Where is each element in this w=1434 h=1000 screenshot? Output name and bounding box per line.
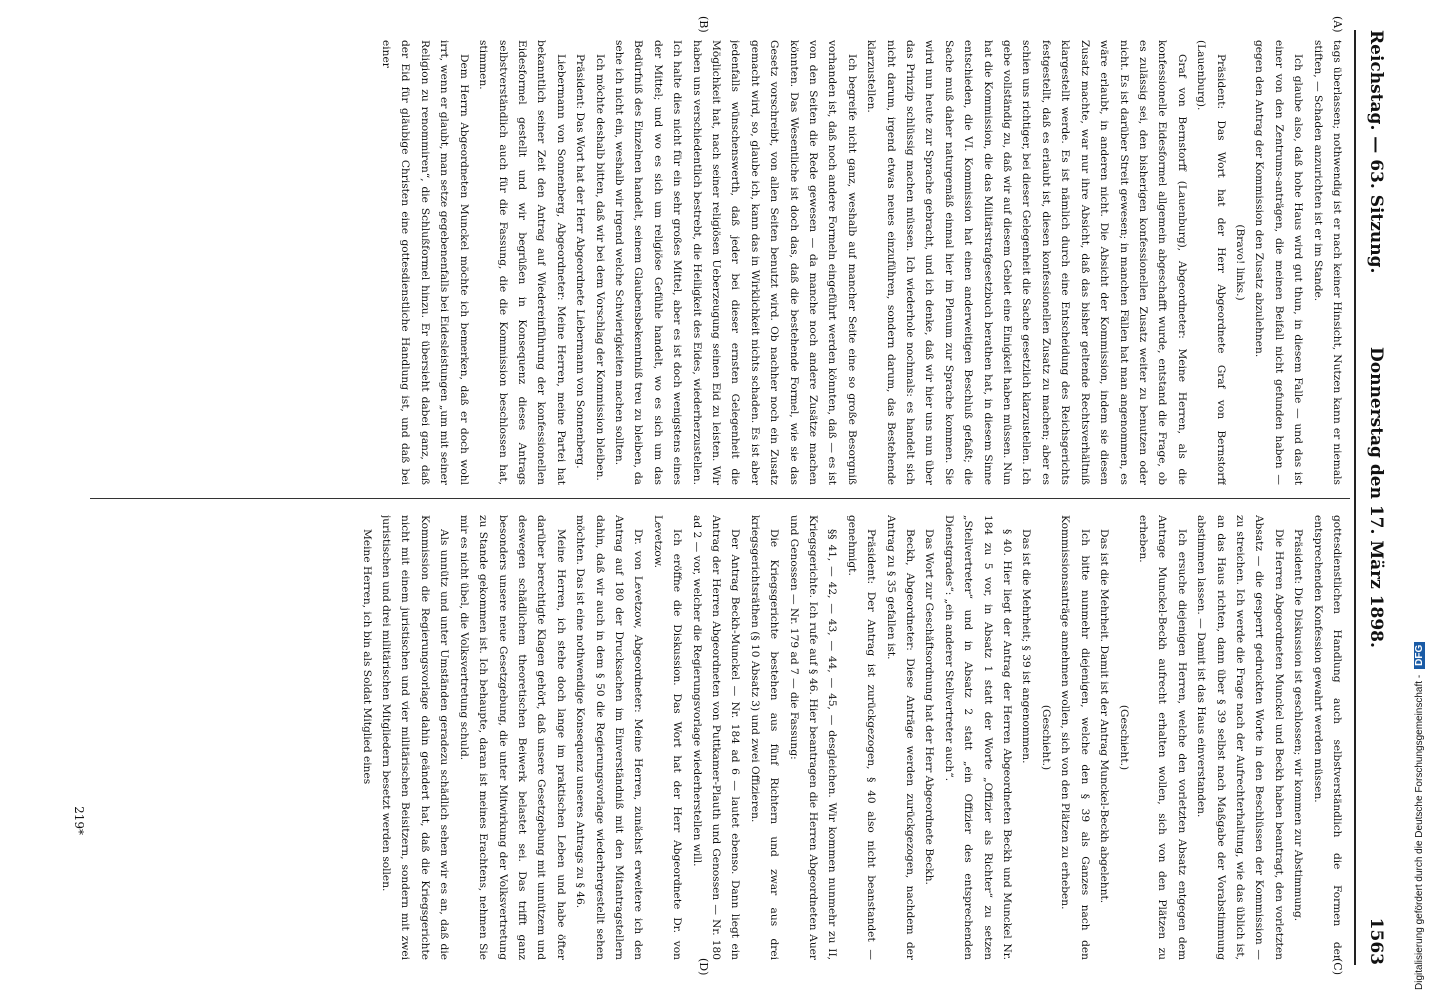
paragraph: Meine Herren, ich bin als Soldat Mitglied eines <box>360 529 373 785</box>
dfg-logo: DFG <box>1414 642 1425 669</box>
header-left: Reichstag. — 63. Sitzung. <box>1366 30 1386 274</box>
paragraph: Als unnütz und unter Umständen geradezu schädlich sehen wir es an, daß die Kommission die Regierungsvorlage dahin geändert hat, daß die Kriegsgerichte nicht mit einem juristischen und vier militärischen Beisitzern, sondern mit zwei juristischen und drei militärischen Mitgliedern besetzt werden sollen. <box>380 515 451 960</box>
paragraph: Das ist die Mehrheit; § 39 ist angenommen. <box>1020 529 1033 764</box>
margin-mark-d: (D) <box>697 958 710 976</box>
paragraph: Die Herren Abgeordneten Munckel und Beckh haben beantragt, den vorletzten Absatz — die gesperrt gedruckten Worte in den Beschlüssen der Kommission — zu streichen. Ich werde die Frage nach der Aufrechterhaltung, wie das üblich ist, an das Haus richten, dann über § 39 selbst nach Maßgabe der Vorabstimmung abstimmen lassen. — Damit ist das Haus einverstanden. <box>1195 515 1285 960</box>
speaker-paragraph: Präsident: Das Wort hat der Herr Abgeordnete Liebermann von Sonnenberg. <box>574 54 587 469</box>
paragraph: gottesdienstlichen Handlung auch selbstverständlich die Formen der entsprechenden Konfession gewahrt werden müssen. <box>1311 515 1343 960</box>
header-rule <box>1354 30 1356 965</box>
paragraph: Meine Herren, ich stehe doch lange im praktischen Leben und habe öfter darüber berechtigte Klagen gehört, daß unsere Gesetzgebung mit unnützem und deswegen schädlichem theoretischen Beiwerk belastet sei. Das trifft ganz besonders unsere neue Gesetzgebung, die unter Mitwirkung der Volksvertretung zu Stande gekommen ist. Ich behaupte, daran ist meines Erachtens, nehmen Sie mir es nicht übel, die Volksvertretung schuld. <box>457 515 567 960</box>
paragraph: Das Wort zur Geschäftsordnung hat der Herr Abgeordnete Beckh. <box>923 529 936 885</box>
speaker-paragraph: Präsident: Der Antrag ist zurückgezogen, § 40 also nicht beanstandet — genehmigt. <box>845 515 878 960</box>
interjection: (Geschieht.) <box>1039 704 1052 771</box>
paragraph: tags überlassen; nothwendig ist er nach keiner Hinsicht, Nutzen kann er niemals stiften, — Schaden anzurichten ist er im Stande. <box>1311 40 1343 485</box>
paragraph: Liebermann von Sonnenberg, Abgeordneter: Meine Herren, meine Partei hat bekanntlich seiner Zeit den Antrag auf Wiedereinführung der konfessionellen Eidesformel gestellt und wir begrüßen in Konsequenz dieses Antrags selbstverständlich auch für die Fassung, die die Kommission beschlossen hat, stimmen. <box>477 40 567 485</box>
margin-mark-c: (C) <box>1331 958 1344 975</box>
paragraph: Graf von Bernstorff (Lauenburg), Abgeordneter: Meine Herren, als die konfessionelle Eidesformel allgemein abgeschafft wurde, entstand die Frage, ob es zulässig sei, den bisherigen konfessionellen Zusatz weiter zu benutzen oder nicht. Es ist darüber Streit gewesen; in manchen Fällen hat man angenommen, es wäre erlaubt, in anderen nicht. Die Absicht der Kommission, indem sie diesen Zusatz machte, war nur ihre Absicht, daß das bisher geltende Rechtsverhältniß klargestellt werde. Es ist nämlich durch eine Entscheidung des Reichsgerichts festgestellt, daß es erlaubt ist, diesen konfessionellen Zusatz zu machen; aber es schien uns richtiger, bei dieser Gelegenheit die Sache gesetzlich klarzustellen. Ich gebe vollständig zu, daß wir auf diesem Gebiet eine Einigkeit haben müssen. Nun hat die Kommission, die das Militärstrafgesetzbuch berathen hat, in diesem Sinne entschieden, die VI. Kommission hat einen anderweitigen Beschluß gefaßt; die Sache muß daher naturgemäß einmal hier im Plenum zur Sprache kommen. Sie wird nun heute zur Sprache gebracht, und ich denke, daß wir hier uns nun über das Prinzip schlüssig machen müssen. Ich wiederhole nochmals: es handelt sich nicht darum, irgend etwas neues einzuführen, sondern darum, das Bestehende klarzustellen. <box>865 40 1188 485</box>
page-number: 1563 <box>1366 917 1386 965</box>
paragraph: Ich bitte nunmehr diejenigen, welche den § 39 als Ganzes nach den Kommissionsanträge annehmen wollen, sich von den Plätzen zu erheben. <box>1059 515 1091 960</box>
paragraph: Ich möchte deshalb bitten, daß wir bei dem Vorschlag der Kommission bleiben. <box>593 54 606 481</box>
paragraph: Ich glaube also, daß hohe Haus wird gut thun, in diesem Falle — und das ist einer von den Zentrums-anträgen, die meinen Beifall nicht gefunden haben — gegen den Antrag der Kommission den Zusatz abzulehnen. <box>1253 40 1305 485</box>
interjection: (Geschieht.) <box>1117 704 1130 771</box>
margin-mark-a: (A) <box>1331 16 1344 33</box>
page-signature: 219* <box>72 806 86 835</box>
right-column <box>151 515 1346 960</box>
paragraph: Das ist die Mehrheit. Damit ist der Antrag Munckel-Beckh abgelehnt. <box>1098 529 1111 904</box>
left-column <box>96 40 1346 485</box>
margin-mark-b: (B) <box>697 16 710 33</box>
column-divider <box>90 498 1350 499</box>
document-page <box>60 10 1400 985</box>
header-date: Donnerstag den 17. März 1898. <box>1366 347 1386 648</box>
speaker-paragraph: Ich eröffne die Diskussion. Das Wort hat der Herr Abgeordnete Dr. von Levetzow. <box>651 515 684 960</box>
paragraph: Ich ersuche diejenigen Herren, welche den vorletzten Absatz entgegen dem Antrage Munckel-Beckh aufrecht erhalten wollen, sich von den Plätzen zu erheben. <box>1136 515 1188 960</box>
interjection: (Bravo! links.) <box>1233 224 1246 301</box>
credit-text: Digitalisierung gefördert durch die Deutsche Forschungsgemeinschaft - <box>1414 674 1425 990</box>
speaker-paragraph: Präsident: Das Wort hat der Herr Abgeordnete Graf von Bernstorff (Lauenburg). <box>1195 40 1227 485</box>
digitization-credit <box>1414 5 1425 990</box>
paragraph: Die Kriegsgerichte bestehen aus fünf Richtern und zwar aus drei kriegsgerichtsräthen (§ 10 Absatz 3) und zwei Offizieren. <box>748 515 781 960</box>
paragraph: Dr. von Levetzow, Abgeordneter: Meine Herren, zunächst erweitere ich den Antrag auf 180 der Drucksachen im Einverständniß mit den Mitantragstellern dahin, daß wir auch in dem § 50 die Regierungsvorlage wiederhergestellt sehen möchten. Das ist eine nothwendige Konsequenz unseres Antrags zu § 46. <box>574 515 645 960</box>
speaker-paragraph: Beckh, Abgeordneter: Diese Anträge werden zurückgezogen, nachdem der Antrag zu § 35 gefallen ist. <box>884 515 917 960</box>
paragraph: §§ 41, — 42, — 43, — 44, — 45, — desgleichen. Wir kommen nunmehr zu II, Kriegsgerichte. Ich rufe auf § 46. Hier beantragen die Herren Abgeordneten Auer und Genossen — Nr. 179 ad 7 — die Fassung: <box>787 515 839 960</box>
paragraph: § 40. Hier liegt der Antrag der Herren Abgeordneten Beckh und Munckel Nr. 184 zu 5 vor, in Absatz 1 statt der Worte „Offizier als Richter“ zu setzen „Stellvertreter“ und in Absatz 2 statt „ein Offizier des entsprechenden Dienstgrades“: „ein anderer Stellvertreter auch“. <box>942 515 1014 960</box>
paragraph: Ich begreife nicht ganz, weshalb auf mancher Seite eine so große Besorgniß vorhanden ist, daß noch andere Formeln eingeführt werden könnten, daß — es ist von den Seiten die Rede gewesen — da manche noch andere Zusätze machen könnten. Das Wesentliche ist doch das, daß die bestehende Formel, wie sie das Gesetz vorschreibt, von allen Seiten benutzt wird. Ob nachher noch ein Zusatz gemacht wird, so, glaube ich, kann das in Wirklichkeit nichts schaden. Es ist aber jedenfalls wünschenswerth, daß jeder bei dieser ernsten Gelegenheit die Möglichkeit hat, nach seiner religiösen Ueberzeugung seinen Eid zu leisten. Wir haben uns verschiedentlich bestrebt, die Heiligkeit des Eides, wiederherzustellen. Ich halte dies nicht für ein sehr großes Mittel, aber es ist doch wenigstens eines der Mittel; und wo es sich um religiöse Gefühle handelt, wo es sich um das Bedürfniß des Einzelnen handelt, seinem Glaubensbekenntniß treu zu bleiben, da sehe ich nicht ein, weshalb wir irgend welche Schwierigkeiten machen sollten. <box>612 40 858 485</box>
speaker-paragraph: Präsident: Die Diskussion ist geschlossen; wir kommen zur Abstimmung. <box>1292 529 1305 922</box>
page-header <box>1352 30 1392 965</box>
paragraph: Der Antrag Beckh-Munckel — Nr. 184 ad 6 — lautet ebenso. Dann liegt ein Antrag der Herren Abgeordneten von Puttkamer-Plauth und Genossen — Nr. 180 ad 2 — vor, welcher die Regierungsvorlage wiederherstellen will. <box>690 515 742 960</box>
paragraph: Dem Herrn Abgeordneten Munckel möchte ich bemerken, daß er doch wohl irrt, wenn er glaubt, man setze gegebenenfalls bei Eidesleistungen „um mit seiner Religion zu renommiren“, die Schlußformel hinzu. Er übersieht dabei ganz, daß der Eid für gläubige Christen eine gottesdienstliche Handlung ist, und daß bei einer <box>380 40 470 485</box>
